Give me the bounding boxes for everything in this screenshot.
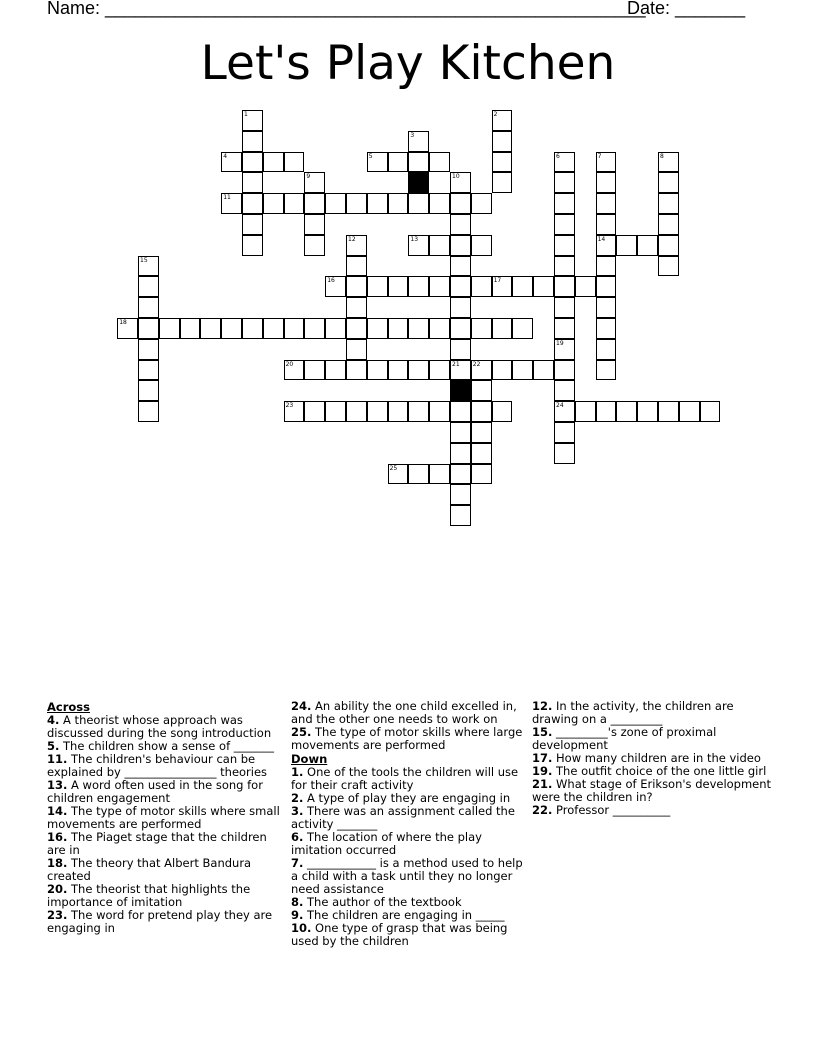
grid-cell[interactable] <box>492 276 513 297</box>
clue-number-label: 15. <box>532 725 553 739</box>
clue-item <box>47 779 283 805</box>
grid-cell[interactable] <box>180 318 201 339</box>
grid-cell[interactable] <box>429 464 450 485</box>
clue-number-label: 1. <box>291 765 304 779</box>
grid-cell[interactable] <box>533 360 554 381</box>
grid-cell[interactable] <box>325 276 346 297</box>
clue-number: 24 <box>556 402 564 410</box>
clue-number: 22 <box>472 360 481 368</box>
grid-cell[interactable] <box>450 172 471 193</box>
clue-text: A type of play they are engaging in <box>307 791 511 805</box>
grid-cell[interactable] <box>325 360 346 381</box>
grid-cell[interactable] <box>138 276 159 297</box>
grid-cell[interactable] <box>492 318 513 339</box>
grid-cell[interactable] <box>450 401 471 422</box>
clue-number-label: 10. <box>291 921 312 935</box>
clue-text: The children are engaging in _____ <box>307 908 505 922</box>
grid-cell[interactable] <box>367 360 388 381</box>
clue-number-label: 16. <box>47 830 68 844</box>
grid-cell[interactable] <box>284 360 305 381</box>
grid-cell[interactable] <box>325 401 346 422</box>
clue-number: 12 <box>348 235 356 243</box>
grid-cell[interactable] <box>138 360 159 381</box>
grid-cell[interactable] <box>679 401 700 422</box>
grid-cell[interactable] <box>408 131 429 152</box>
clue-text: The type of motor skills where small movements are performed <box>47 804 280 831</box>
grid-cell[interactable] <box>554 380 575 401</box>
grid-cell[interactable] <box>450 443 471 464</box>
clues-column-3 <box>532 700 772 817</box>
clue-text: In the activity, the children are drawing on a _________ <box>532 699 734 726</box>
grid-cell[interactable] <box>554 235 575 256</box>
grid-cell[interactable] <box>596 360 617 381</box>
grid-cell[interactable] <box>554 256 575 277</box>
clue-text: The author of the textbook <box>307 895 462 909</box>
clue-text: A word often used in the song for children engagement <box>47 778 263 805</box>
grid-cell[interactable] <box>471 360 492 381</box>
grid-cell[interactable] <box>616 401 637 422</box>
grid-cell[interactable] <box>554 276 575 297</box>
clue-number: 8 <box>660 152 664 160</box>
grid-cell[interactable] <box>450 464 471 485</box>
grid-cell[interactable] <box>429 152 450 173</box>
grid-cell[interactable] <box>138 297 159 318</box>
grid-cell[interactable] <box>554 193 575 214</box>
grid-cell[interactable] <box>616 235 637 256</box>
grid-cell[interactable] <box>429 318 450 339</box>
grid-cell[interactable] <box>450 360 471 381</box>
grid-cell[interactable] <box>658 401 679 422</box>
grid-cell[interactable] <box>471 422 492 443</box>
clue-number-label: 18. <box>47 856 68 870</box>
grid-cell[interactable] <box>450 318 471 339</box>
grid-cell[interactable] <box>388 152 409 173</box>
grid-cell[interactable] <box>450 505 471 526</box>
clue-item <box>47 883 283 909</box>
clue-text: How many children are in the video <box>556 751 761 765</box>
clue-number-label: 24. <box>291 699 312 713</box>
clue-number-label: 4. <box>47 713 60 727</box>
clue-item <box>47 753 283 779</box>
clue-number: 11 <box>223 194 231 202</box>
grid-cell[interactable] <box>346 193 367 214</box>
grid-cell[interactable] <box>242 318 263 339</box>
clue-item <box>291 805 527 831</box>
grid-cell[interactable] <box>554 297 575 318</box>
grid-cell[interactable] <box>284 152 305 173</box>
clue-text: The location of where the play imitation occurred <box>291 830 482 857</box>
grid-cell[interactable] <box>346 276 367 297</box>
grid-cell[interactable] <box>554 318 575 339</box>
clue-number: 20 <box>285 360 294 368</box>
grid-cell[interactable] <box>471 318 492 339</box>
grid-cell[interactable] <box>304 401 325 422</box>
grid-cell[interactable] <box>596 152 617 173</box>
grid-cell[interactable] <box>512 276 533 297</box>
grid-cell[interactable] <box>367 318 388 339</box>
grid-cell[interactable] <box>450 297 471 318</box>
clue-number-label: 9. <box>291 908 304 922</box>
clue-number: 4 <box>223 152 228 160</box>
grid-cell[interactable] <box>346 339 367 360</box>
grid-cell[interactable] <box>242 172 263 193</box>
grid-cell[interactable] <box>346 235 367 256</box>
clue-number: 25 <box>389 464 398 472</box>
grid-cell[interactable] <box>242 110 263 131</box>
grid-cell[interactable] <box>346 401 367 422</box>
grid-cell[interactable] <box>471 193 492 214</box>
clue-text: The theorist that highlights the importance of imitation <box>47 882 251 909</box>
clue-item <box>532 726 772 752</box>
grid-cell[interactable] <box>637 235 658 256</box>
grid-cell[interactable] <box>304 172 325 193</box>
clue-item <box>291 766 527 792</box>
clue-text: The children's behaviour can be explained by ________________ theories <box>47 752 268 779</box>
grid-cell[interactable] <box>596 214 617 235</box>
grid-cell[interactable] <box>263 318 284 339</box>
clue-text: The theory that Albert Bandura created <box>47 856 252 883</box>
grid-cell[interactable] <box>408 464 429 485</box>
clue-item <box>291 857 527 896</box>
clue-number-label: 20. <box>47 882 68 896</box>
clue-number-label: 25. <box>291 725 312 739</box>
clue-number: 9 <box>306 173 311 181</box>
grid-cell[interactable] <box>658 256 679 277</box>
grid-cell[interactable] <box>533 276 554 297</box>
grid-cell[interactable] <box>346 297 367 318</box>
grid-cell[interactable] <box>554 443 575 464</box>
grid-cell[interactable] <box>284 318 305 339</box>
grid-cell[interactable] <box>658 172 679 193</box>
grid-cell[interactable] <box>242 193 263 214</box>
clue-text: There was an assignment called the activity _______ <box>291 804 515 831</box>
clue-text: An ability the one child excelled in, and the other one needs to work on <box>291 699 517 726</box>
grid-cell[interactable] <box>596 276 617 297</box>
grid-cell[interactable] <box>492 172 513 193</box>
grid-cell[interactable] <box>388 193 409 214</box>
grid-cell[interactable] <box>263 193 284 214</box>
clue-item <box>47 714 283 740</box>
clue-number: 13 <box>410 235 419 243</box>
clue-item <box>532 700 772 726</box>
clue-item <box>532 778 772 804</box>
grid-cell[interactable] <box>450 214 471 235</box>
grid-cell[interactable] <box>159 318 180 339</box>
clue-text: A theorist whose approach was discussed during the song introduction <box>47 713 272 740</box>
grid-cell[interactable] <box>429 235 450 256</box>
grid-cell[interactable] <box>637 401 658 422</box>
grid-cell[interactable] <box>408 193 429 214</box>
grid-cell[interactable] <box>367 401 388 422</box>
clue-item <box>291 831 527 857</box>
grid-cell[interactable] <box>554 401 575 422</box>
clue-number: 14 <box>597 235 606 243</box>
grid-cell[interactable] <box>242 131 263 152</box>
grid-cell[interactable] <box>429 401 450 422</box>
clue-text: One of the tools the children will use for their craft activity <box>291 765 519 792</box>
grid-cell[interactable] <box>242 152 263 173</box>
grid-cell[interactable] <box>242 214 263 235</box>
grid-cell[interactable] <box>367 152 388 173</box>
grid-cell[interactable] <box>138 318 159 339</box>
grid-cell[interactable] <box>512 318 533 339</box>
clue-number-label: 5. <box>47 739 60 753</box>
grid-cell[interactable] <box>658 152 679 173</box>
grid-cell[interactable] <box>596 235 617 256</box>
grid-cell[interactable] <box>221 318 242 339</box>
clue-number: 5 <box>368 152 373 160</box>
clue-number: 7 <box>597 152 602 160</box>
grid-cell[interactable] <box>304 360 325 381</box>
grid-cell[interactable] <box>492 401 513 422</box>
grid-cell[interactable] <box>429 276 450 297</box>
grid-cell[interactable] <box>304 214 325 235</box>
grid-cell[interactable] <box>263 152 284 173</box>
grid-cell[interactable] <box>284 193 305 214</box>
clue-number-label: 3. <box>291 804 304 818</box>
grid-cell[interactable] <box>450 235 471 256</box>
grid-cell[interactable] <box>367 276 388 297</box>
grid-cell[interactable] <box>346 360 367 381</box>
grid-cell[interactable] <box>429 193 450 214</box>
name-field[interactable]: Name: ______________________________________________________ <box>47 0 646 18</box>
clues-column-1 <box>47 700 283 935</box>
grid-cell[interactable] <box>492 110 513 131</box>
grid-cell[interactable] <box>658 193 679 214</box>
clue-number-label: 6. <box>291 830 304 844</box>
clue-number-label: 23. <box>47 908 68 922</box>
clue-number-label: 2. <box>291 791 304 805</box>
clue-text: The outfit choice of the one little girl <box>556 764 767 778</box>
grid-cell[interactable] <box>367 193 388 214</box>
grid-cell[interactable] <box>471 443 492 464</box>
clue-text: The word for pretend play they are engaging in <box>47 908 273 935</box>
grid-cell[interactable] <box>471 235 492 256</box>
clue-number: 18 <box>119 319 127 326</box>
clue-number-label: 13. <box>47 778 68 792</box>
clue-number-label: 19. <box>532 764 553 778</box>
grid-cell[interactable] <box>450 193 471 214</box>
grid-cell[interactable] <box>492 131 513 152</box>
grid-cell[interactable] <box>408 276 429 297</box>
clue-number: 15 <box>140 256 148 264</box>
clue-number-label: 14. <box>47 804 68 818</box>
grid-cell[interactable] <box>658 235 679 256</box>
clue-number: 23 <box>285 402 294 410</box>
clue-number-label: 17. <box>532 751 553 765</box>
grid-cell[interactable] <box>388 360 409 381</box>
grid-cell[interactable] <box>304 193 325 214</box>
grid-cell[interactable] <box>658 214 679 235</box>
grid-cell[interactable] <box>242 235 263 256</box>
block-cell <box>450 380 471 401</box>
grid-cell[interactable] <box>596 172 617 193</box>
grid-cell[interactable] <box>554 152 575 173</box>
clue-number-label: 12. <box>532 699 553 713</box>
grid-cell[interactable] <box>596 339 617 360</box>
grid-cell[interactable] <box>450 484 471 505</box>
grid-cell[interactable] <box>408 360 429 381</box>
grid-cell[interactable] <box>388 276 409 297</box>
clue-text: The children show a sense of _______ <box>63 739 275 753</box>
grid-cell[interactable] <box>596 297 617 318</box>
clue-item <box>47 857 283 883</box>
grid-cell[interactable] <box>575 401 596 422</box>
grid-cell[interactable] <box>346 256 367 277</box>
grid-cell[interactable] <box>471 380 492 401</box>
grid-cell[interactable] <box>346 318 367 339</box>
grid-cell[interactable] <box>596 401 617 422</box>
grid-cell[interactable] <box>450 256 471 277</box>
grid-cell[interactable] <box>304 318 325 339</box>
block-cell <box>408 172 429 193</box>
clue-item <box>532 804 772 817</box>
grid-cell[interactable] <box>554 422 575 443</box>
grid-cell[interactable] <box>138 256 159 277</box>
clue-number: 1 <box>244 111 248 118</box>
grid-cell[interactable] <box>471 276 492 297</box>
grid-cell[interactable] <box>554 214 575 235</box>
grid-cell[interactable] <box>554 172 575 193</box>
grid-cell[interactable] <box>304 235 325 256</box>
grid-cell[interactable] <box>450 276 471 297</box>
grid-cell[interactable] <box>388 464 409 485</box>
grid-cell[interactable] <box>429 360 450 381</box>
grid-cell[interactable] <box>450 422 471 443</box>
clue-text: ____________ is a method used to help a child with a task until they no longer need assistance <box>291 856 523 896</box>
grid-cell[interactable] <box>471 464 492 485</box>
grid-cell[interactable] <box>492 152 513 173</box>
grid-cell[interactable] <box>221 152 242 173</box>
grid-cell[interactable] <box>596 256 617 277</box>
grid-cell[interactable] <box>575 276 596 297</box>
page-title: Let's Play Kitchen <box>200 36 616 91</box>
grid-cell[interactable] <box>388 401 409 422</box>
grid-cell[interactable] <box>138 401 159 422</box>
clue-item <box>291 700 527 726</box>
grid-cell[interactable] <box>408 235 429 256</box>
grid-cell[interactable] <box>554 360 575 381</box>
clue-number-label: 22. <box>532 803 553 817</box>
clue-section-heading: Across <box>47 700 90 714</box>
clue-text: What stage of Erikson's development were the children in? <box>532 777 772 804</box>
clue-item <box>47 805 283 831</box>
grid-cell[interactable] <box>596 193 617 214</box>
grid-cell[interactable] <box>138 380 159 401</box>
grid-cell[interactable] <box>596 318 617 339</box>
grid-cell[interactable] <box>492 360 513 381</box>
clue-number-label: 7. <box>291 856 304 870</box>
grid-cell[interactable] <box>388 318 409 339</box>
clue-section-heading: Down <box>291 752 328 766</box>
clue-text: Professor __________ <box>556 803 671 817</box>
grid-cell[interactable] <box>408 401 429 422</box>
grid-cell[interactable] <box>138 339 159 360</box>
clue-number: 19 <box>556 339 564 347</box>
grid-cell[interactable] <box>450 339 471 360</box>
clue-text: The type of motor skills where large movements are performed <box>291 725 523 752</box>
date-field[interactable]: Date: _______ <box>627 0 746 18</box>
grid-cell[interactable] <box>512 360 533 381</box>
clue-item <box>47 831 283 857</box>
clue-text: One type of grasp that was being used by the children <box>291 921 508 948</box>
grid-cell[interactable] <box>471 401 492 422</box>
clue-number: 16 <box>327 277 335 285</box>
clue-item <box>291 726 527 752</box>
grid-cell[interactable] <box>325 193 346 214</box>
clue-number: 2 <box>493 111 498 118</box>
clue-text: The Piaget stage that the children are in <box>47 830 267 857</box>
clue-number: 6 <box>556 152 560 160</box>
clue-number: 3 <box>410 131 415 139</box>
clues-column-2 <box>291 700 527 948</box>
grid-cell[interactable] <box>200 318 221 339</box>
grid-cell[interactable] <box>284 401 305 422</box>
clue-number-label: 21. <box>532 777 553 791</box>
grid-cell[interactable] <box>554 339 575 360</box>
clue-text: _________'s zone of proximal development <box>532 725 717 752</box>
grid-cell[interactable] <box>221 193 242 214</box>
grid-cell[interactable] <box>325 318 346 339</box>
grid-cell[interactable] <box>117 318 138 339</box>
grid-cell[interactable] <box>700 401 721 422</box>
clue-item <box>291 922 527 948</box>
clue-item <box>47 909 283 935</box>
clue-number-label: 11. <box>47 752 68 766</box>
grid-cell[interactable] <box>408 152 429 173</box>
clue-number: 10 <box>452 173 460 181</box>
clue-number-label: 8. <box>291 895 304 909</box>
clue-number: 21 <box>452 360 460 368</box>
clue-number: 17 <box>493 277 502 285</box>
grid-cell[interactable] <box>408 318 429 339</box>
